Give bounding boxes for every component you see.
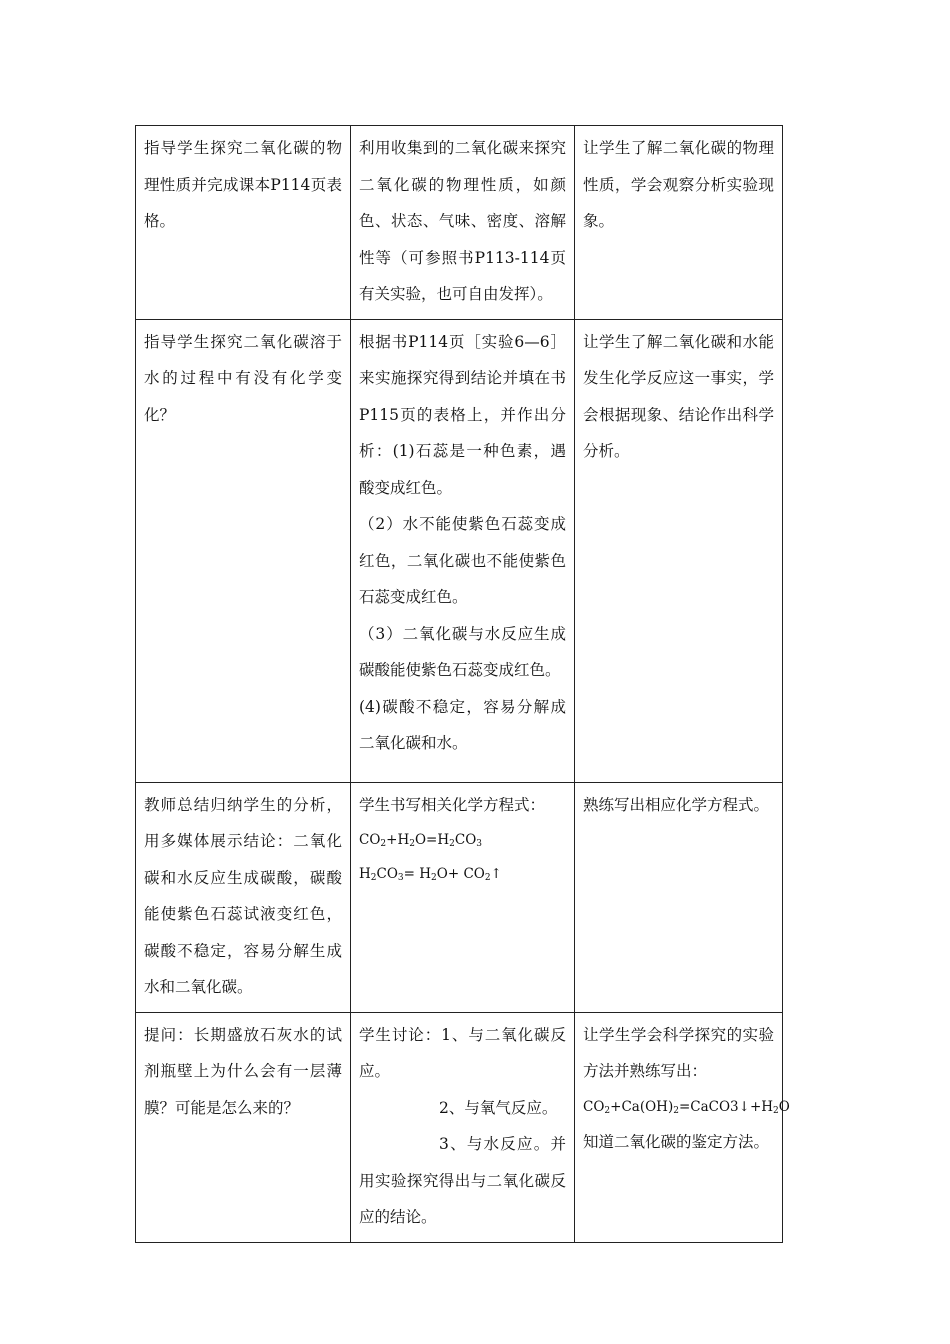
teacher-activity-text: 指导学生探究二氧化碳的物理性质并完成课本P114页表格。 <box>144 139 342 230</box>
student-activity-paragraph <box>359 1126 566 1236</box>
teacher-activity-cell <box>136 1012 351 1242</box>
student-activity-paragraph: （3）二氧化碳与水反应生成碳酸能使紫色石蕊变成红色。 <box>359 624 566 679</box>
teacher-activity-text: 教师总结归纳学生的分析，用多媒体展示结论：二氧化碳和水反应生成碳酸，碳酸能使紫色石蕊试液变红色，碳酸不稳定，容易分解生成水和二氧化碳。 <box>144 795 342 996</box>
table-row <box>136 1012 783 1242</box>
teacher-activity-text: 提问：长期盛放石灰水的试剂瓶壁上为什么会有一层薄膜？可能是怎么来的？ <box>144 1025 342 1117</box>
chemical-equation: $H_2CO_3= H_2O+$ $CO_2↑$ <box>359 866 502 883</box>
chemical-equation: $CO_2+H_2O=H_2CO_3$ <box>359 832 482 849</box>
table-row <box>136 319 783 782</box>
design-purpose-cell <box>575 319 783 782</box>
design-purpose-text: 熟练写出相应化学方程式。 <box>583 795 770 814</box>
design-purpose-cell <box>575 126 783 320</box>
design-purpose-cell <box>575 1012 790 1242</box>
teacher-activity-cell <box>136 319 351 782</box>
student-activity-text: 3、与水反应。并用实验探究得出与二氧化碳反应的结论。 <box>359 1135 566 1226</box>
lesson-plan-table <box>135 125 790 1243</box>
student-activity-paragraph: （2）水不能使紫色石蕊变成红色，二氧化碳也不能使紫色石蕊变成红色。 <box>359 515 566 606</box>
student-activity-intro: 学生书写相关化学方程式： <box>359 795 546 814</box>
teacher-activity-cell <box>136 782 351 1012</box>
student-activity-paragraph: 2、与氧气反应。 <box>439 1098 558 1117</box>
student-activity-paragraph: (4)碳酸不稳定，容易分解成二氧化碳和水。 <box>359 697 566 752</box>
table-row <box>136 126 783 320</box>
design-purpose-text: 让学生了解二氧化碳的物理性质，学会观察分析实验现象。 <box>583 139 774 230</box>
chemical-equation: $CO_2+Ca(OH)_2=CaCO3↓+H_2O$ <box>583 1098 790 1116</box>
student-activity-paragraph: 学生讨论：1、与二氧化碳反应。 <box>359 1025 566 1080</box>
student-activity-text: 利用收集到的二氧化碳来探究二氧化碳的物理性质，如颜色、状态、气味、密度、溶解性等（可参照书P113-114页有关实验，也可自由发挥）。 <box>359 139 566 303</box>
design-purpose-text: 让学生了解二氧化碳和水能发生化学反应这一事实，学会根据现象、结论作出科学分析。 <box>583 332 774 460</box>
teacher-activity-cell <box>136 126 351 320</box>
student-activity-cell <box>351 126 575 320</box>
student-activity-paragraph: 根据书P114页［实验6—6］来实施探究得到结论并填在书P115页的表格上，并作出分析：(1)石蕊是一种色素，遇酸变成红色。 <box>359 332 566 497</box>
student-activity-cell <box>351 1012 575 1242</box>
student-activity-cell <box>351 782 575 1012</box>
design-purpose-outro: 知道二氧化碳的鉴定方法。 <box>583 1132 770 1151</box>
student-activity-cell <box>351 319 575 782</box>
design-purpose-intro: 让学生学会科学探究的实验方法并熟练写出： <box>583 1025 774 1080</box>
design-purpose-cell <box>575 782 783 1012</box>
teacher-activity-text: 指导学生探究二氧化碳溶于水的过程中有没有化学变化？ <box>144 332 342 424</box>
table-row <box>136 782 783 1012</box>
gas-arrow-icon: ↑ <box>490 866 502 882</box>
